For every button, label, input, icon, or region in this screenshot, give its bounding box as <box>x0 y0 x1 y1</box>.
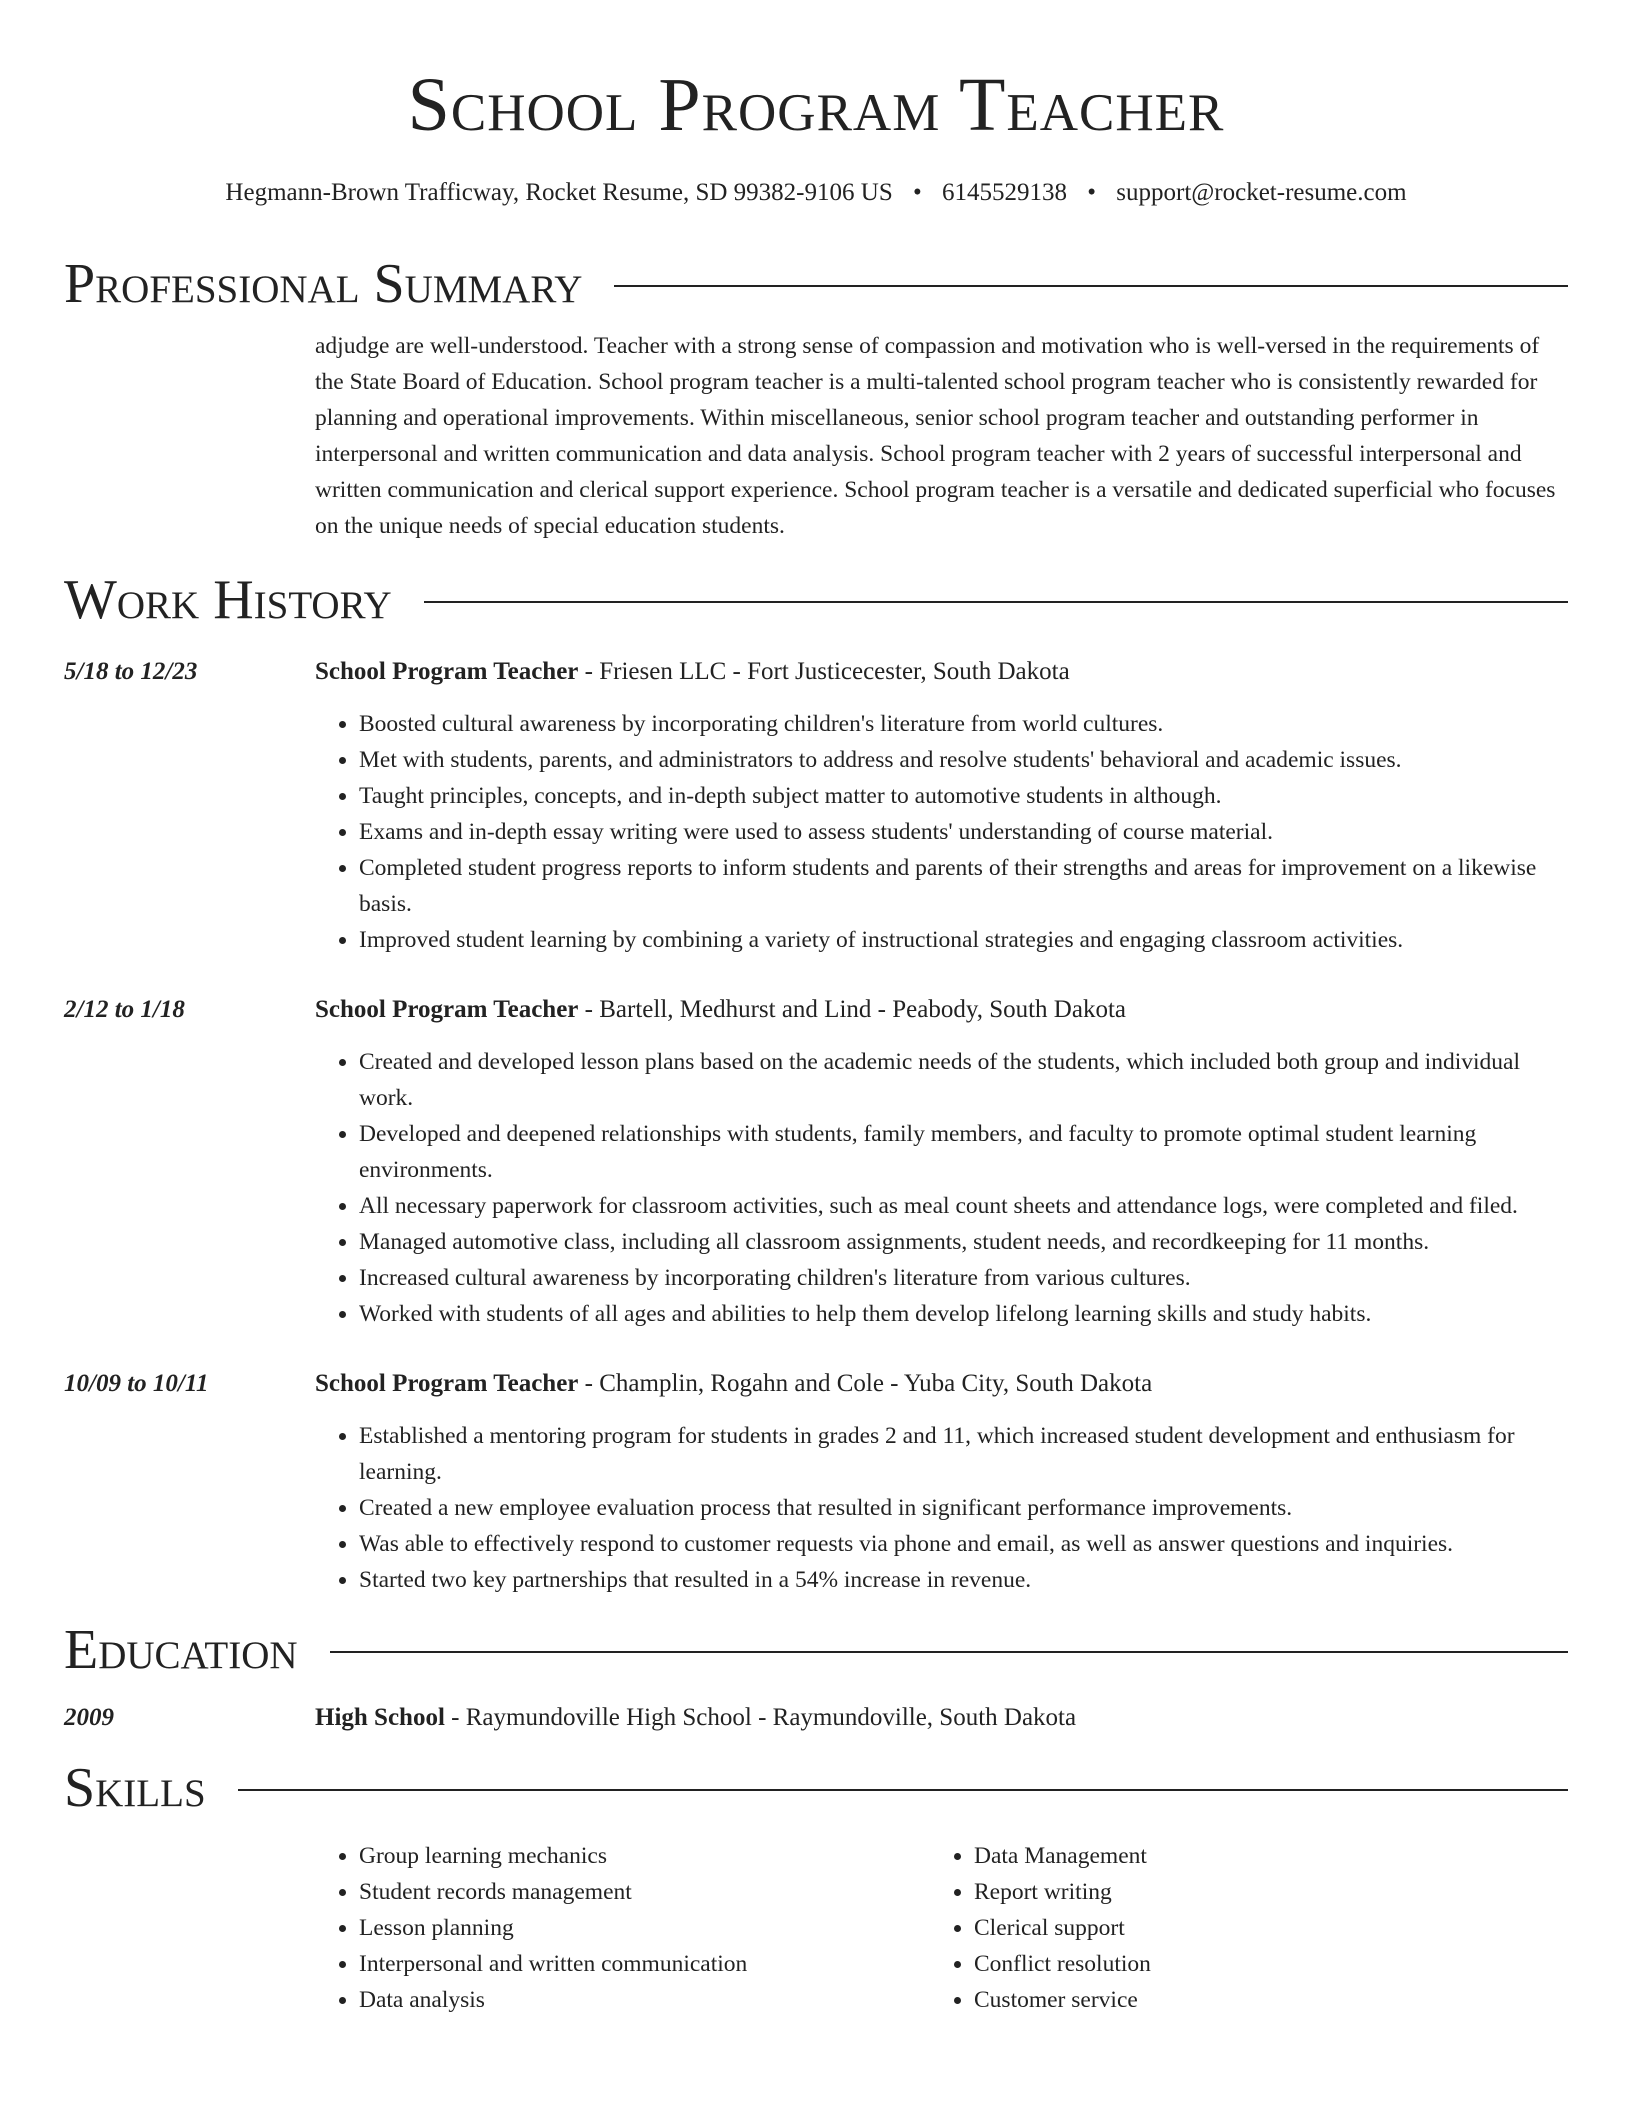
work-bullet: • Was able to effectively respond to customer requests via phone and email, as well as answer questions and inquiries. <box>359 1526 1568 1562</box>
skill-item: • Data analysis <box>359 1982 930 2018</box>
education-year: 2009 <box>64 1704 114 1731</box>
work-section-title: Work History <box>64 569 392 631</box>
candidate-name: School Program Teacher <box>407 63 1225 147</box>
work-bullet: • Developed and deepened relationships with students, family members, and faculty to promote optimal student learning environments. <box>359 1116 1568 1188</box>
work-bullet: • Worked with students of all ages and abilities to help them develop lifelong learning skills and study habits. <box>359 1296 1568 1332</box>
skills-section-title: Skills <box>64 1757 206 1819</box>
work-bullet: • Exams and in-depth essay writing were used to assess students' understanding of course material. <box>359 814 1568 850</box>
education-entry-body <box>315 1700 1568 1736</box>
work-bullet: • Increased cultural awareness by incorporating children's literature from various cultures. <box>359 1260 1568 1296</box>
contact-address: Hegmann-Brown Trafficway, Rocket Resume, SD 99382-9106 US <box>225 179 893 206</box>
skill-item: • Student records management <box>359 1874 930 1910</box>
skills-section-header <box>64 1756 1568 1820</box>
work-bullet: • All necessary paperwork for classroom activities, such as meal count sheets and attendance logs, were completed and filed. <box>359 1188 1568 1224</box>
work-dates: 10/09 to 10/11 <box>64 1370 209 1397</box>
skills-list-right <box>930 1838 1545 2018</box>
work-bullets <box>315 1044 1568 1332</box>
resume-header <box>64 0 1568 208</box>
work-bullet: • Created a new employee evaluation process that resulted in significant performance improvements. <box>359 1490 1568 1526</box>
skill-item: • Lesson planning <box>359 1910 930 1946</box>
work-bullet: • Created and developed lesson plans based on the academic needs of the students, which included both group and individual work. <box>359 1044 1568 1116</box>
work-entry-body <box>315 654 1568 958</box>
work-employer: - Friesen LLC - Fort Justicecester, South Dakota <box>578 658 1070 685</box>
work-bullet: • Improved student learning by combining a variety of instructional strategies and engaging classroom activities. <box>359 922 1568 958</box>
education-line <box>315 1700 1568 1736</box>
skills-columns <box>315 1838 1568 2018</box>
work-title-line <box>315 654 1568 690</box>
skills-list-left <box>315 1838 930 2018</box>
work-position: School Program Teacher <box>315 996 579 1023</box>
skill-item: • Clerical support <box>974 1910 1545 1946</box>
work-section-header <box>64 568 1568 632</box>
work-bullet: • Managed automotive class, including all classroom assignments, student needs, and recordkeeping for 11 months. <box>359 1224 1568 1260</box>
education-entry <box>64 1700 1568 1736</box>
work-bullet: • Started two key partnerships that resulted in a 54% increase in revenue. <box>359 1562 1568 1598</box>
education-school: - Raymundoville High School - Raymundoville, South Dakota <box>444 1704 1077 1731</box>
section-divider <box>238 1789 1568 1791</box>
work-entry-body <box>315 1366 1568 1598</box>
work-history-list <box>64 654 1568 1598</box>
summary-section-title: Professional Summary <box>64 253 583 315</box>
work-entry-body <box>315 992 1568 1332</box>
contact-line <box>64 178 1568 208</box>
education-section-title: Education <box>64 1619 298 1681</box>
work-entry <box>64 1366 1568 1598</box>
work-position: School Program Teacher <box>315 1370 579 1397</box>
work-bullet: • Met with students, parents, and administrators to address and resolve students' behavioral and academic issues. <box>359 742 1568 778</box>
work-entry-row <box>64 1366 1568 1598</box>
work-employer: - Bartell, Medhurst and Lind - Peabody, South Dakota <box>578 996 1126 1023</box>
contact-separator: • <box>1087 179 1097 206</box>
work-bullet: • Boosted cultural awareness by incorporating children's literature from world cultures. <box>359 706 1568 742</box>
work-title-line <box>315 1366 1568 1402</box>
contact-separator: • <box>912 179 922 206</box>
work-entry <box>64 992 1568 1332</box>
work-bullet: • Established a mentoring program for students in grades 2 and 11, which increased student development and enthusiasm for learning. <box>359 1418 1568 1490</box>
work-dates: 5/18 to 12/23 <box>64 658 198 685</box>
skill-item: • Report writing <box>974 1874 1545 1910</box>
work-bullets <box>315 706 1568 958</box>
skill-item: • Customer service <box>974 1982 1545 2018</box>
work-position: School Program Teacher <box>315 658 579 685</box>
work-bullet: • Taught principles, concepts, and in-depth subject matter to automotive students in although. <box>359 778 1568 814</box>
contact-phone: 6145529138 <box>942 179 1067 206</box>
work-entry <box>64 654 1568 958</box>
section-divider <box>614 285 1568 287</box>
skill-item: • Group learning mechanics <box>359 1838 930 1874</box>
section-divider <box>424 601 1568 603</box>
work-bullet: • Completed student progress reports to inform students and parents of their strengths and areas for improvement on a likewise basis. <box>359 850 1568 922</box>
education-degree: High School <box>315 1704 445 1731</box>
summary-section-header <box>64 252 1568 316</box>
work-dates: 2/12 to 1/18 <box>64 996 185 1023</box>
section-divider <box>330 1651 1568 1653</box>
summary-text: adjudge are well-understood. Teacher with a strong sense of compassion and motivation who is well-versed in the requirements of the State Board of Education. School program teacher is a multi-talented school program teacher who is consistently rewarded for planning and operational improvements. Within miscellaneous, senior school program teacher and outstanding performer in interpersonal and written communication and data analysis. School program teacher with 2 years of successful interpersonal and written communication and clerical support experience. School program teacher is a versatile and dedicated superficial who focuses on the unique needs of special education students. <box>315 333 1556 539</box>
work-bullets <box>315 1418 1568 1598</box>
work-employer: - Champlin, Rogahn and Cole - Yuba City, South Dakota <box>578 1370 1153 1397</box>
work-title-line <box>315 992 1568 1028</box>
work-entry-row <box>64 992 1568 1332</box>
work-entry-row <box>64 654 1568 958</box>
skill-item: • Data Management <box>974 1838 1545 1874</box>
skill-item: • Interpersonal and written communication <box>359 1946 930 1982</box>
contact-email: support@rocket-resume.com <box>1116 179 1407 206</box>
education-section-header <box>64 1618 1568 1682</box>
skill-item: • Conflict resolution <box>974 1946 1545 1982</box>
